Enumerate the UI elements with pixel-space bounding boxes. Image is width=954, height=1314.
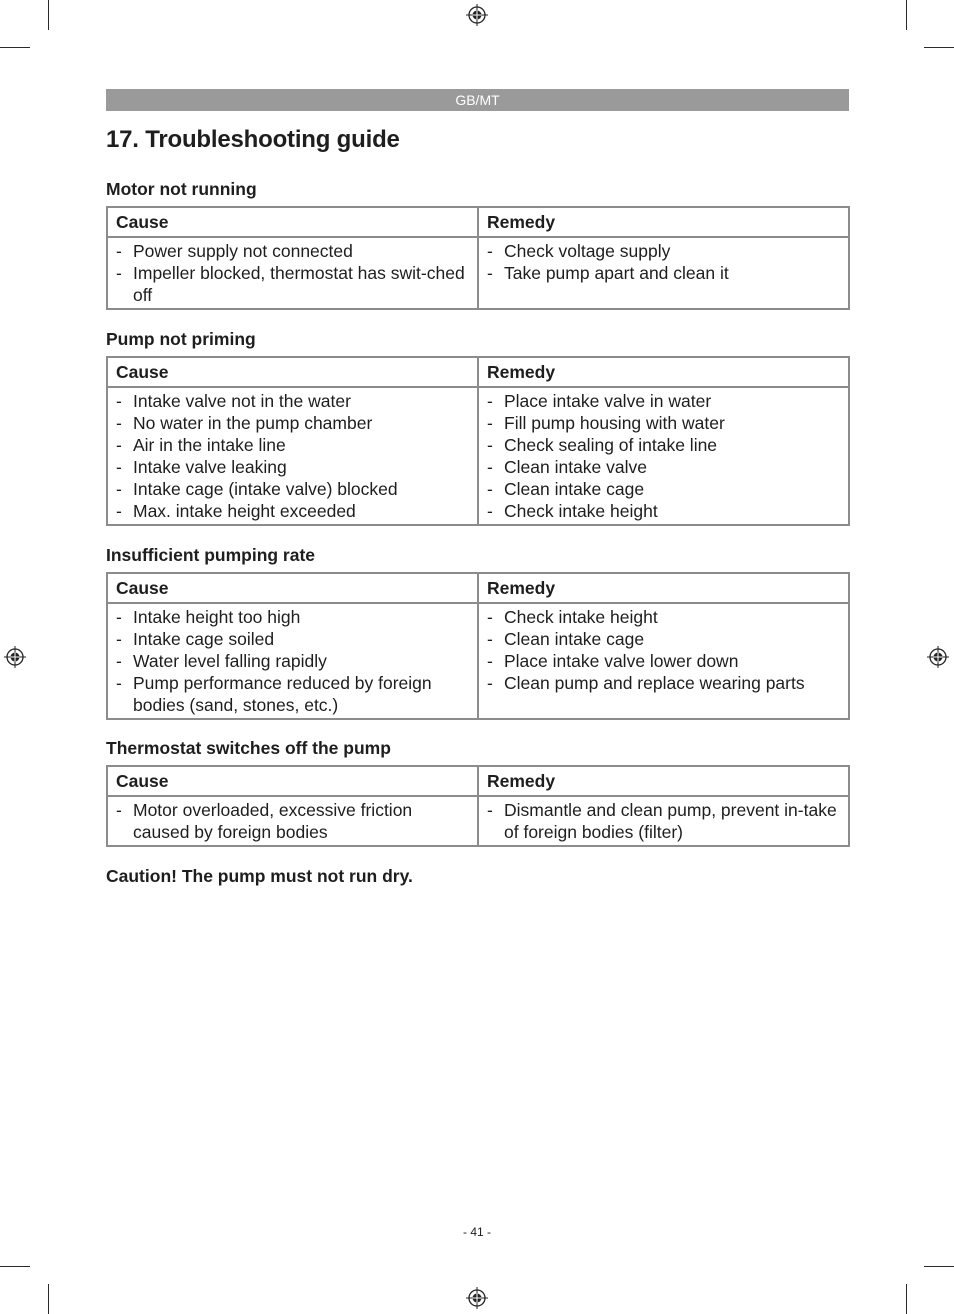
table-row (107, 796, 849, 846)
list-item: - Motor overloaded, excessive friction caused by foreign bodies (116, 799, 469, 843)
list-item: - No water in the pump chamber (116, 412, 469, 434)
registration-mark-icon (4, 646, 26, 668)
section-motor-not-running (106, 179, 850, 310)
section-heading: Thermostat switches off the pump (106, 738, 391, 758)
list-item: - Clean intake cage (487, 628, 840, 650)
troubleshooting-table (106, 356, 850, 526)
section-heading: Insufficient pumping rate (106, 545, 316, 565)
list-item: - Pump performance reduced by foreign bodies (sand, stones, etc.) (116, 672, 469, 716)
registration-mark-icon (466, 1287, 488, 1309)
list-item: - Intake height too high (116, 606, 469, 628)
list-item: - Dismantle and clean pump, prevent in-take of foreign bodies (filter) (487, 799, 840, 843)
list-item: - Clean intake valve (487, 456, 840, 478)
list-item: - Max. intake height exceeded (116, 500, 469, 522)
troubleshooting-table (106, 206, 850, 310)
cause-cell (107, 603, 478, 719)
cause-header: Cause (107, 573, 478, 603)
remedy-header: Remedy (478, 573, 849, 603)
crop-mark-top-left-h (0, 47, 30, 48)
list-item: - Place intake valve in water (487, 390, 840, 412)
remedy-cell (478, 796, 849, 846)
remedy-cell (478, 603, 849, 719)
registration-mark-icon (927, 646, 949, 668)
page-number: - 41 - (462, 1225, 491, 1239)
list-item: - Check sealing of intake line (487, 434, 840, 456)
table-row (107, 603, 849, 719)
list-item: - Check voltage supply (487, 240, 840, 262)
table-row (107, 387, 849, 525)
page-title: 17. Troubleshooting guide (106, 126, 400, 153)
cause-header: Cause (107, 207, 478, 237)
crop-mark-top-left (48, 0, 49, 30)
list-item: - Intake valve leaking (116, 456, 469, 478)
remedy-header: Remedy (478, 766, 849, 796)
list-item: - Check intake height (487, 500, 840, 522)
list-item: - Intake cage soiled (116, 628, 469, 650)
section-thermostat-switches-off (106, 738, 850, 847)
list-item: - Impeller blocked, thermostat has swit-ched off (116, 262, 469, 306)
cause-header: Cause (107, 766, 478, 796)
cause-header: Cause (107, 357, 478, 387)
registration-mark-icon (466, 4, 488, 26)
list-item: - Water level falling rapidly (116, 650, 469, 672)
troubleshooting-table (106, 765, 850, 847)
list-item: - Clean intake cage (487, 478, 840, 500)
caution-note: Caution! The pump must not run dry. (106, 866, 413, 886)
list-item: - Place intake valve lower down (487, 650, 840, 672)
list-item: - Fill pump housing with water (487, 412, 840, 434)
cause-cell (107, 796, 478, 846)
troubleshooting-table (106, 572, 850, 720)
list-item: - Clean pump and replace wearing parts (487, 672, 840, 694)
section-insufficient-pumping-rate (106, 545, 850, 720)
remedy-cell (478, 387, 849, 525)
list-item: - Take pump apart and clean it (487, 262, 840, 284)
cause-cell (107, 387, 478, 525)
section-heading: Pump not priming (106, 329, 256, 349)
remedy-header: Remedy (478, 207, 849, 237)
list-item: - Check intake height (487, 606, 840, 628)
crop-mark-bottom-right-h (924, 1266, 954, 1267)
section-pump-not-priming (106, 329, 850, 526)
list-item: - Intake valve not in the water (116, 390, 469, 412)
list-item: - Power supply not connected (116, 240, 469, 262)
language-header-bar: GB/MT (106, 89, 849, 111)
crop-mark-bottom-left (48, 1284, 49, 1314)
list-item: - Air in the intake line (116, 434, 469, 456)
crop-mark-bottom-left-h (0, 1266, 30, 1267)
table-row (107, 237, 849, 309)
crop-mark-bottom-right (906, 1284, 907, 1314)
section-heading: Motor not running (106, 179, 257, 199)
list-item: - Intake cage (intake valve) blocked (116, 478, 469, 500)
crop-mark-top-right (906, 0, 907, 30)
crop-mark-top-right-h (924, 47, 954, 48)
remedy-cell (478, 237, 849, 309)
remedy-header: Remedy (478, 357, 849, 387)
cause-cell (107, 237, 478, 309)
